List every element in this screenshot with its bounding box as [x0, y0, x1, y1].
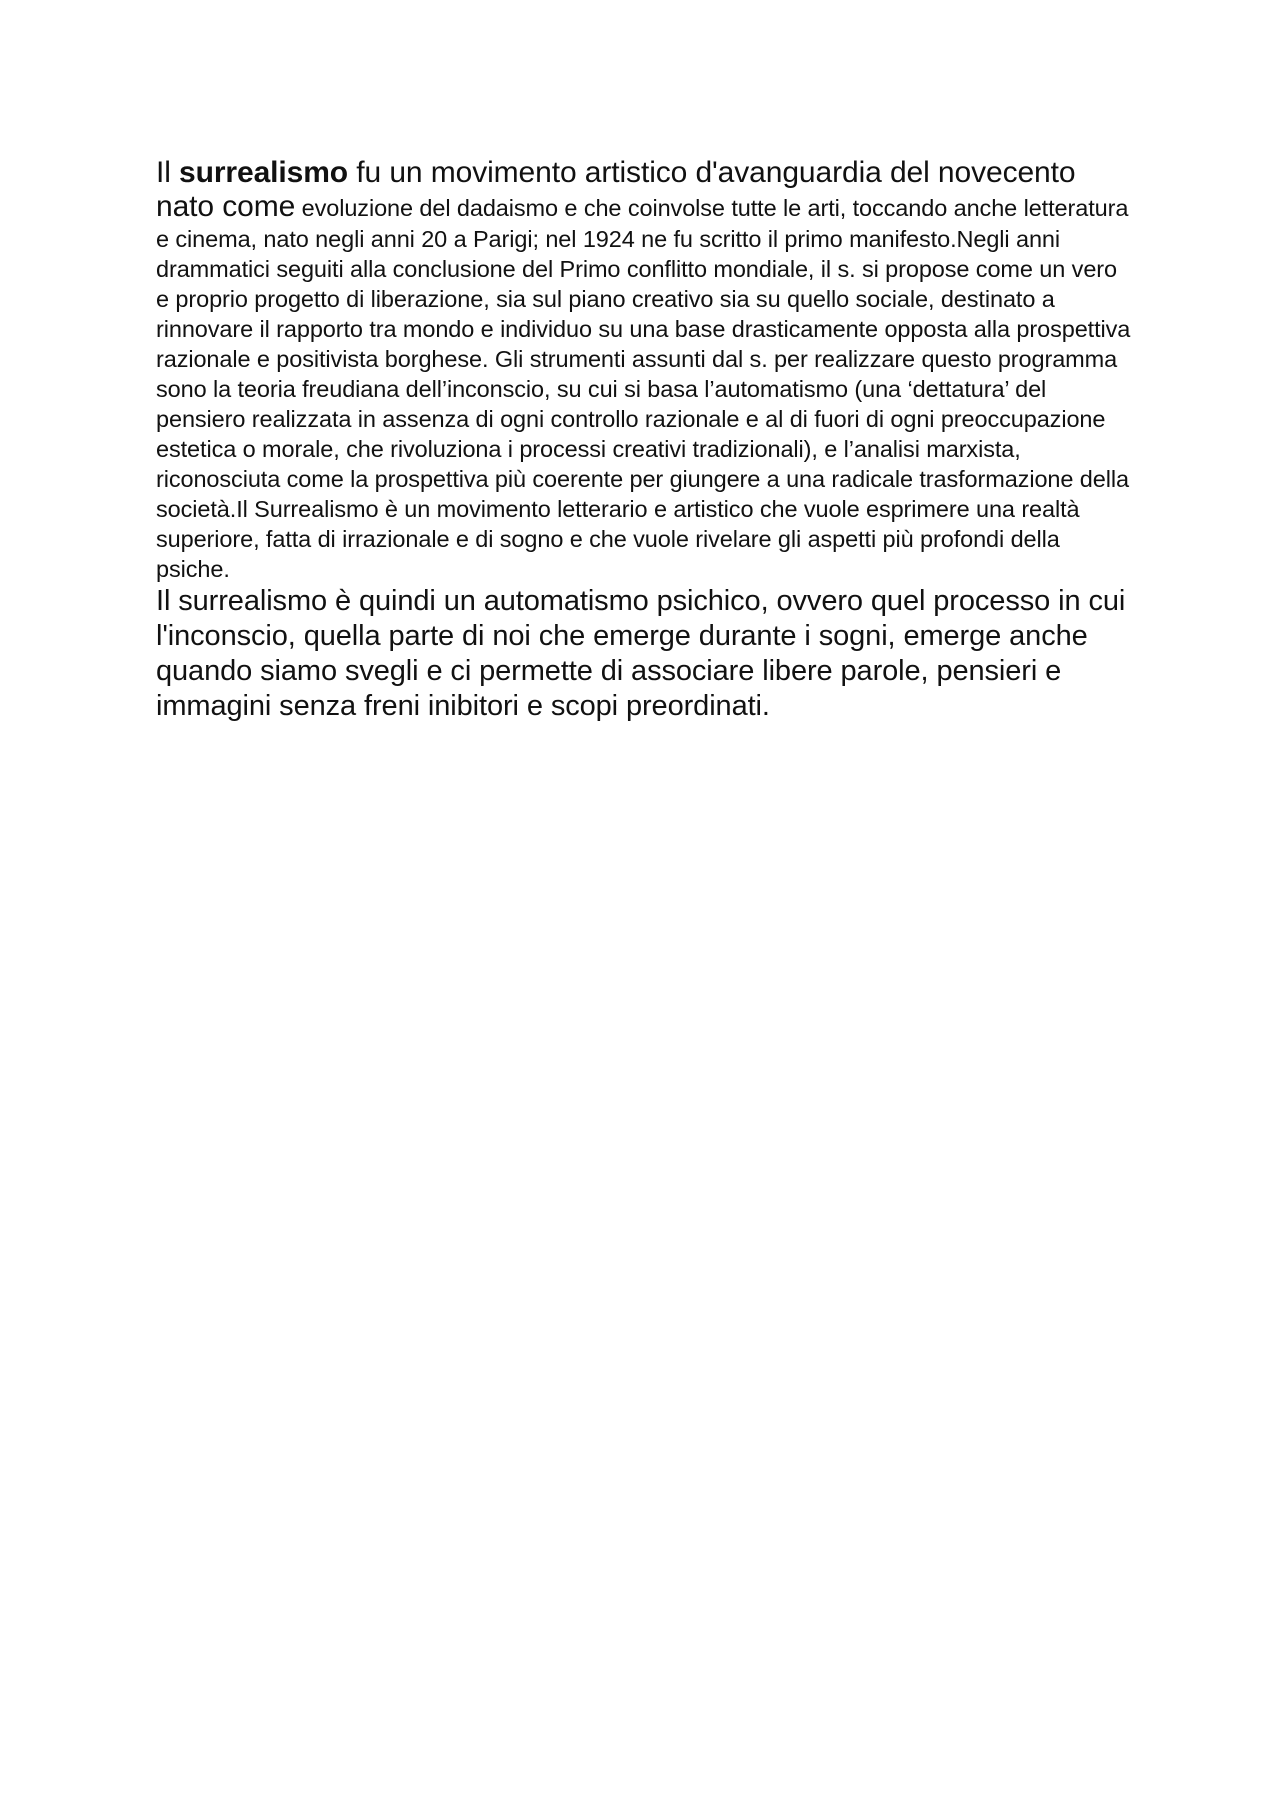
paragraph-surrealism-intro — [156, 156, 1136, 584]
paragraph-automatismo: Il surrealismo è quindi un automatismo psichico, ovvero quel processo in cui l'inconscio, quella parte di noi che emerge durante i sogni, emerge anche quando siamo svegli e ci permette di associare libere parole, pensieri e immagini senza freni inibitori e scopi preordinati. — [156, 585, 1126, 722]
lead-rest: fu un movimento artistico d'avanguardia del novecento nato come — [156, 156, 1076, 223]
term-surrealismo: surrealismo — [179, 156, 349, 189]
document-body — [156, 156, 1136, 724]
lead-start: Il — [156, 156, 180, 189]
paragraph-body: evoluzione del dadaismo e che coinvolse tutte le arti, toccando anche letteratura e cinema, nato negli anni 20 a Parigi; nel 1924 ne fu scritto il primo manifesto.Negli anni drammatici seguiti alla conclusione del Primo conflitto mondiale, il s. si propose come un vero e proprio progetto di liberazione, sia sul piano creativo sia su quello sociale, destinato a rinnovare il rapporto tra mondo e individuo su una base drasticamente opposta alla prospettiva razionale e positivista borghese. Gli strumenti assunti dal s. per realizzare questo programma sono la teoria freudiana dell’inconscio, su cui si basa l’automatismo (una ‘dettatura’ del pensiero realizzata in assenza di ogni controllo razionale e al di fuori di ogni preoccupazione estetica o morale, che rivoluziona i processi creativi tradizionali), e l’analisi marxista, riconosciuta come la prospettiva più coerente per giungere a una radicale trasformazione della società.Il Surrealismo è un movimento letterario e artistico che vuole esprimere una realtà superiore, fatta di irrazionale e di sogno e che vuole rivelare gli aspetti più profondi della psiche. — [156, 195, 1131, 582]
